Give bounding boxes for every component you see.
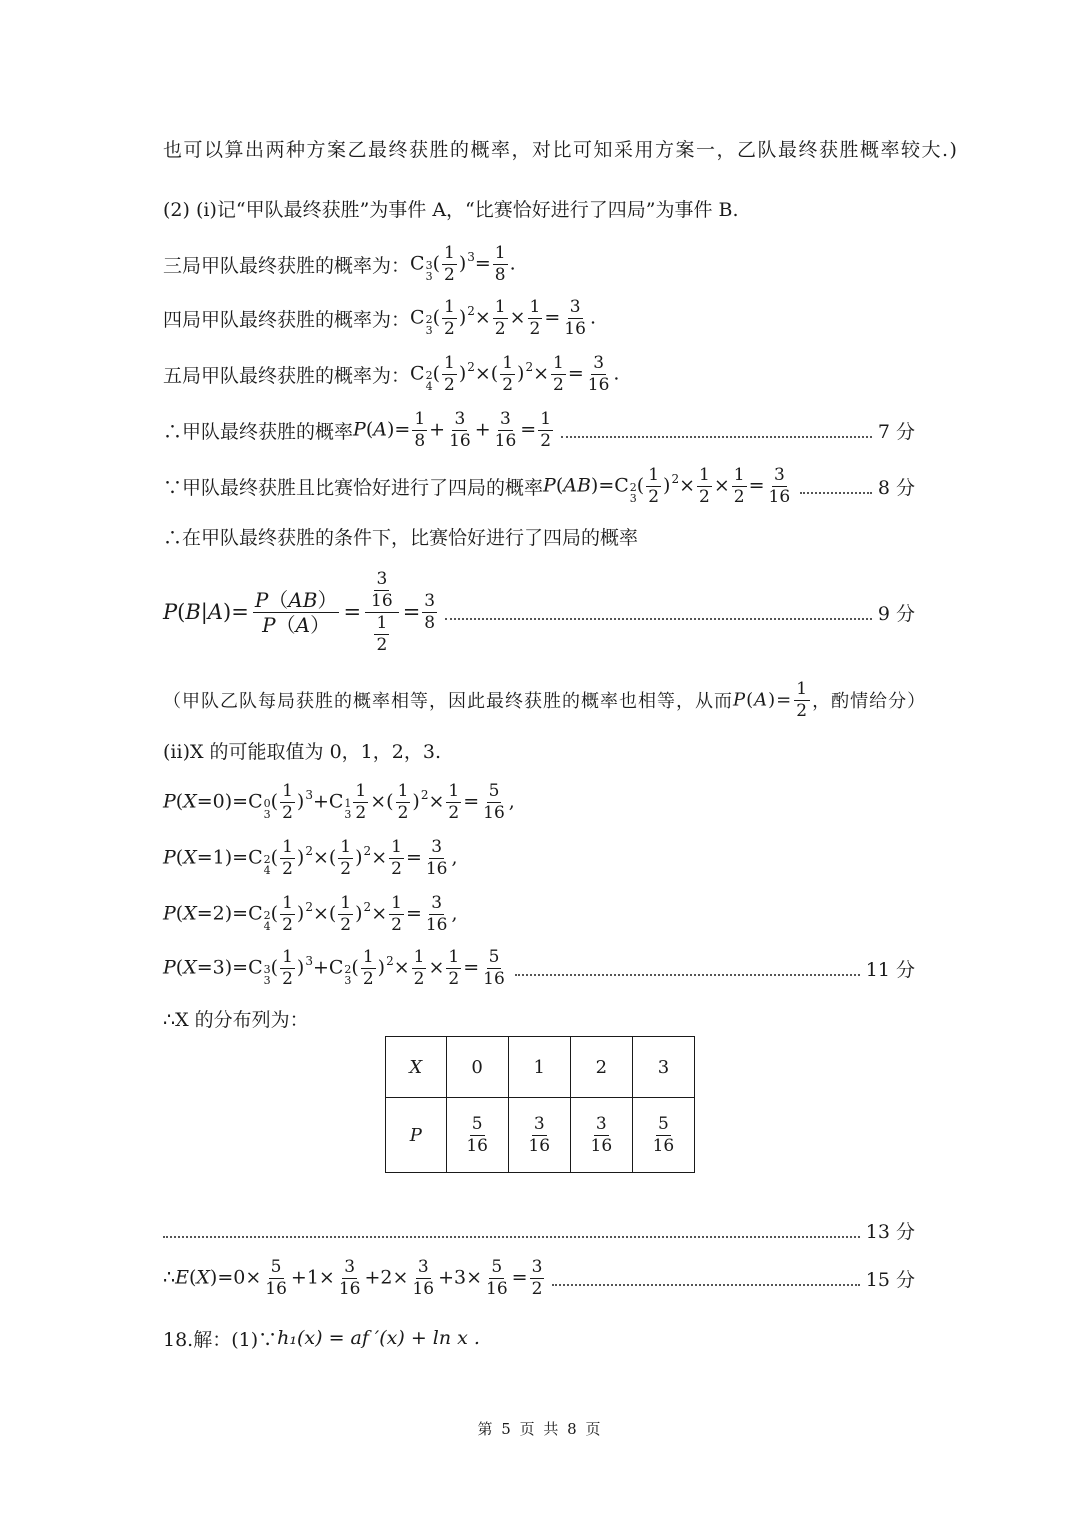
- dot-leader: [561, 435, 872, 438]
- score-15: 15 分: [865, 1268, 915, 1291]
- dot-leader: [163, 1235, 860, 1238]
- four-games-line: [163, 294, 915, 342]
- text-line-1: [163, 128, 959, 168]
- formula-three-games: C 3 3 ( $\frac{1}{2}$ )$^3$= $\frac{1}{8}$ .: [410, 242, 516, 285]
- question-18-line: [163, 1318, 915, 1358]
- formula-px3: P(X=3)=C 3 3 ( $\frac{1}{2}$ )$^3$+C 2 3 ( $\frac{1}{2}$ )$^2$× $\frac{1}{2}$ × $\frac{1}{2}$ = $\frac{5}{16}$: [163, 946, 505, 989]
- table-cell-p: [508, 1098, 570, 1173]
- question-18-label: 18.解：(1)∵: [163, 1328, 278, 1351]
- p-b-given-a-line: [163, 560, 915, 664]
- formula-px2: P(X=2)=C 2 4 ( $\frac{1}{2}$ )$^2$×( $\frac{1}{2}$ )$^2$× $\frac{1}{2}$ = $\frac{3}{16}$ ,: [163, 892, 458, 935]
- score-11: 11 分: [865, 958, 915, 981]
- px0-line: [163, 778, 915, 826]
- remark-end: ，酌情给分）: [812, 691, 927, 712]
- text-continuation: 也可以算出两种方案乙最终获胜的概率，对比可知采用方案一，乙队最终获胜概率较大.): [163, 138, 959, 161]
- p-a-label: ∴甲队最终获胜的概率: [163, 420, 354, 443]
- formula-px1: P(X=1)=C 2 4 ( $\frac{1}{2}$ )$^2$×( $\frac{1}{2}$ )$^2$× $\frac{1}{2}$ = $\frac{3}{16}$ ,: [163, 836, 458, 879]
- expectation-line: [163, 1254, 915, 1302]
- dot-leader: [445, 617, 872, 620]
- px1-line: [163, 834, 915, 882]
- part-ii-line: [163, 730, 915, 770]
- score-7: 7 分: [877, 420, 915, 443]
- score-13-line: [163, 1210, 915, 1250]
- p-ab-label: ∵甲队最终获胜且比赛恰好进行了四局的概率: [163, 476, 544, 499]
- text-line-part-i: [163, 188, 915, 228]
- table-row: [386, 1098, 695, 1173]
- three-games-line: [163, 240, 915, 288]
- question-18-formula: h₁(x) = af ′(x) + ln x .: [277, 1327, 480, 1349]
- p-a-line: [163, 406, 915, 454]
- remark-text: （甲队乙队每局获胜的概率相等，因此最终获胜的概率也相等，从而: [163, 691, 733, 712]
- p-numerator: 5: [471, 1113, 483, 1134]
- four-games-label: 四局甲队最终获胜的概率为：: [163, 308, 411, 331]
- table-cell-p: [446, 1098, 508, 1173]
- table-header-x: X: [386, 1037, 447, 1098]
- p-denominator: 16: [528, 1135, 551, 1156]
- table-cell-x: 1: [508, 1037, 570, 1098]
- dot-leader: [552, 1283, 859, 1286]
- dot-leader: [800, 491, 872, 494]
- distribution-intro-line: [163, 998, 915, 1038]
- remark-line: [163, 676, 927, 724]
- dot-leader: [515, 973, 860, 976]
- formula-p-ab: P(AB)=C 2 3 ( $\frac{1}{2}$ )$^2$× $\frac{1}{2}$ × $\frac{1}{2}$ = $\frac{3}{16}$: [543, 464, 791, 507]
- p-numerator: 3: [533, 1113, 545, 1134]
- p-denominator: 16: [590, 1135, 613, 1156]
- table-header-p: P: [386, 1098, 447, 1173]
- conditional-intro: ∴在甲队最终获胜的条件下，比赛恰好进行了四局的概率: [163, 526, 639, 549]
- formula-four-games: C 2 3 ( $\frac{1}{2}$ )$^2$× $\frac{1}{2}$ × $\frac{1}{2}$ = $\frac{3}{16}$ .: [410, 296, 596, 339]
- px2-line: [163, 890, 915, 938]
- five-games-label: 五局甲队最终获胜的概率为：: [163, 364, 411, 387]
- p-ab-line: [163, 462, 915, 510]
- score-8: 8 分: [877, 476, 915, 499]
- p-denominator: 16: [466, 1135, 488, 1156]
- table-cell-x: 3: [632, 1037, 694, 1098]
- table-cell-p: [632, 1098, 694, 1173]
- score-13: 13 分: [865, 1220, 915, 1243]
- three-games-label: 三局甲队最终获胜的概率为：: [163, 254, 411, 277]
- table-cell-x: 2: [570, 1037, 632, 1098]
- table-cell-p: [570, 1098, 632, 1173]
- conditional-intro-line: [163, 516, 915, 556]
- formula-five-games: C 2 4 ( $\frac{1}{2}$ )$^2$×( $\frac{1}{2}$ )$^2$× $\frac{1}{2}$ = $\frac{3}{16}$ .: [410, 352, 620, 395]
- formula-p-b-given-a: P ( B | A )= $\frac{P(AB)}{P(A)}$ = $\frac{\frac{3}{16}}{\frac{1}{2}}$ = $\frac{3}{8}$: [163, 568, 436, 655]
- p-denominator: 16: [652, 1135, 675, 1156]
- p-numerator: 3: [595, 1113, 607, 1134]
- formula-px0: P(X=0)=C 0 3 ( $\frac{1}{2}$ )$^3$+C 1 3 $\frac{1}{2}$ ×( $\frac{1}{2}$ )$^2$× $\frac{1}{2}$ = $\frac{5}{16}$ ,: [163, 780, 515, 823]
- formula-expectation: ∴E(X)=0× $\frac{5}{16}$ +1× $\frac{3}{16}$ +2× $\frac{3}{16}$ +3× $\frac{5}{16}$ = $\frac{3}{2}$: [163, 1256, 543, 1299]
- part-ii-text: (ii)X 的可能取值为 0，1，2，3.: [163, 740, 441, 763]
- five-games-line: [163, 350, 915, 398]
- p-numerator: 5: [658, 1113, 669, 1134]
- table-cell-x: 0: [446, 1037, 508, 1098]
- table-row: [386, 1037, 695, 1098]
- px3-line: [163, 944, 915, 992]
- score-9: 9 分: [877, 602, 915, 625]
- event-definition: (2) (i)记“甲队最终获胜”为事件 A，“比赛恰好进行了四局”为事件 B.: [163, 198, 739, 221]
- distribution-intro: ∴X 的分布列为：: [163, 1008, 309, 1031]
- distribution-table: [385, 1036, 695, 1173]
- page-footer: 第 5 页 共 8 页: [477, 1420, 603, 1438]
- formula-p-a: P(A)= $\frac{1}{8}$ + $\frac{3}{16}$ + $\frac{3}{16}$ = $\frac{1}{2}$: [353, 408, 552, 451]
- remark-formula: P(A)= $\frac{1}{2}$: [733, 678, 809, 721]
